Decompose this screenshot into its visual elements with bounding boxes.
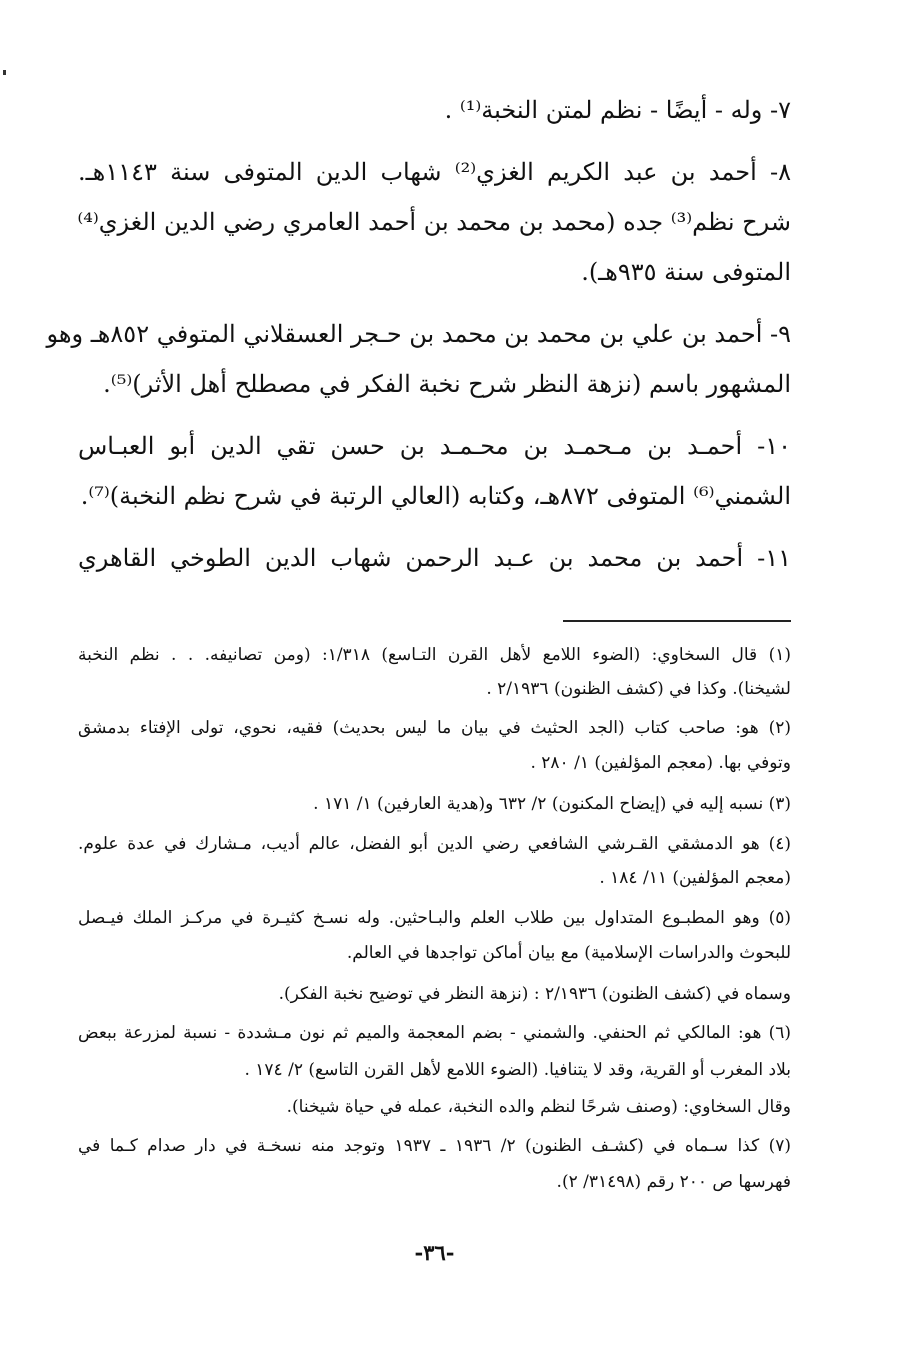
main-text-line: المشهور باسم (نزهة النظر شرح نخبة الفكر في مصطلح أهل الأثر)⁽⁵⁾. — [103, 370, 791, 398]
footnote-line: (٢) هو: صاحب كتاب (الجد الحثيث في بيان ما ليس بحديث) فقيه، نحوي، تولى الإفتاء بدمشق — [78, 718, 791, 738]
footnote-separator — [563, 620, 791, 622]
footnote-line: وسماه في (كشف الظنون) ٢/١٩٣٦ : (نزهة النظر في توضيح نخبة الفكر). — [278, 984, 791, 1004]
main-text-line: ٩- أحمد بن علي بن محمد بن محمد بن حـجر العسقلاني المتوفي ٨٥٢هـ وهو — [46, 320, 791, 348]
footnote-line: وقال السخاوي: (وصنف شرحًا لنظم والده النخبة، عمله في حياة شيخنا). — [286, 1097, 791, 1117]
main-text-line: ١٠- أحمـد بن مـحمـد بن محـمـد بن حسن تقي الدين أبو العبـاس — [78, 432, 791, 460]
footnote-line: لشيخنا). وكذا في (كشف الظنون) ٢/١٩٣٦ . — [486, 679, 791, 699]
footnote-line: (٣) نسبه إليه في (إيضاح المكنون) ٢/ ٦٣٢ و(هدية العارفين) ١/ ١٧١ . — [313, 794, 791, 814]
main-text-line: الشمني⁽⁶⁾ المتوفى ٨٧٢هـ، وكتابه (العالي الرتبة في شرح نظم النخبة)⁽⁷⁾. — [80, 482, 791, 510]
footnote-line: (٧) كذا سـماه في (كشـف الظنون) ٢/ ١٩٣٦ ـ ١٩٣٧ وتوجد منه نسخـة في دار صدام كـما في — [78, 1136, 792, 1156]
main-text-line: ١١- أحمد بن محمد بن عـبد الرحمن شهاب الدين الطوخي القاهري — [78, 544, 791, 572]
footnote-line: بلاد المغرب أو القرية، وقد لا يتنافيا. (الضوء اللامع لأهل القرن التاسع) ٢/ ١٧٤ . — [244, 1060, 791, 1080]
footnote-line: للبحوث والدراسات الإسلامية) مع بيان أماكن تواجدها في العالم. — [346, 943, 791, 963]
footnote-line: (٦) هو: المالكي ثم الحنفي. والشمني - بضم المعجمة والميم ثم نون مـشددة - نسبة لمزرعة ببعض — [78, 1023, 791, 1043]
page-number: -٣٦- — [414, 1240, 455, 1265]
footnote-line: (٤) هو الدمشقي القـرشي الشافعي رضي الدين أبو الفضل، عالم أديب، مـشارك في عدة علوم. — [78, 834, 791, 854]
footnote-line: (معجم المؤلفين) ١١/ ١٨٤ . — [599, 868, 791, 888]
scan-edge-mark — [3, 70, 6, 75]
main-text-line: شرح نظم⁽³⁾ جده (محمد بن محمد بن أحمد العامري رضي الدين الغزي⁽⁴⁾ — [77, 208, 791, 236]
footnote-line: وتوفي بها. (معجم المؤلفين) ١/ ٢٨٠ . — [530, 753, 791, 773]
main-text-line: ٧- وله - أيضًا - نظم لمتن النخبة⁽¹⁾ . — [444, 96, 791, 124]
footnote-line: (٥) وهو المطبـوع المتداول بين طلاب العلم والبـاحثين. وله نسـخ كثيـرة في مركـز الملك فيـصل — [78, 908, 791, 928]
main-text-line: المتوفى سنة ٩٣٥هـ). — [581, 258, 791, 286]
footnote-line: (١) قال السخاوي: (الضوء اللامع لأهل القرن التـاسع) ١/٣١٨: (ومن تصانيفه. . . نظم النخبة — [78, 645, 791, 665]
footnote-line: فهرسها ص ٢٠٠ رقم (٣١٤٩٨/ ٢). — [556, 1172, 791, 1192]
book-page — [46, 0, 792, 1347]
main-text-line: ٨- أحمد بن عبد الكريم الغزي⁽²⁾ شهاب الدين المتوفى سنة ١١٤٣هـ. — [78, 158, 792, 186]
